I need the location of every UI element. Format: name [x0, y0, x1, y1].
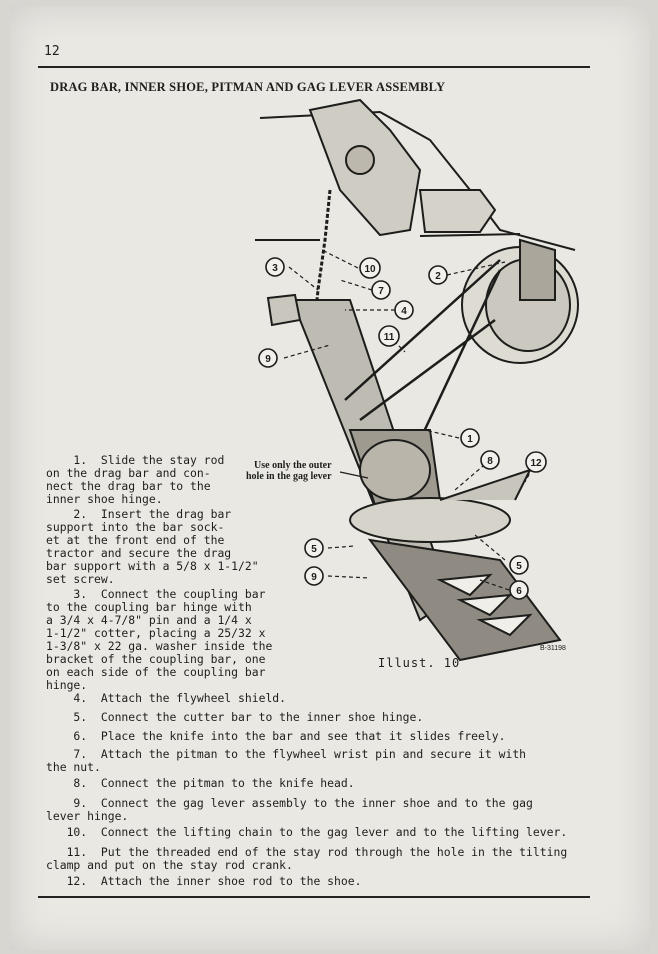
step-6: 6. Place the knife into the bar and see that it slides freely. [46, 729, 506, 743]
callout-8 [481, 451, 499, 469]
step-7: 7. Attach the pitman to the flywheel wrist pin and secure it with the nut. [46, 747, 527, 774]
svg-text:9: 9 [311, 572, 317, 583]
svg-text:7: 7 [378, 286, 384, 297]
callout-9b [305, 567, 323, 585]
svg-text:5: 5 [516, 561, 522, 572]
svg-text:10: 10 [364, 264, 376, 275]
step-8: 8. Connect the pitman to the knife head. [46, 776, 355, 790]
step-3: 3. Connect the coupling bar to the coupling bar hinge with a 3/4 x 4-7/8" pin and a 1/4 x 1-1/2" cotter, placing a 25/32 x 1-3/8" x 22 ga. washer inside the bracket of the coupling bar, one on each side of the coupling bar hinge. [46, 587, 273, 692]
section-title: DRAG BAR, INNER SHOE, PITMAN AND GAG LEVER ASSEMBLY [50, 80, 446, 94]
callout-5a [305, 539, 323, 557]
step-2: 2. Insert the drag bar support into the bar sock- et at the front end of the tractor and secure the drag bar support with a 5/8 x 1-1/2" set screw. [46, 507, 259, 586]
step-12: 12. Attach the inner shoe rod to the shoe. [46, 874, 362, 888]
svg-text:5: 5 [311, 544, 317, 555]
page-number: 12 [44, 44, 60, 59]
step-1: 1. Slide the stay rod on the drag bar and con- nect the drag bar to the inner shoe hinge. [46, 453, 225, 506]
callout-1 [461, 429, 479, 447]
callout-2 [429, 266, 447, 284]
callout-6 [510, 581, 528, 599]
step-4: 4. Attach the flywheel shield. [46, 691, 287, 705]
gag-lever-note: Use only the outer hole in the gag lever [246, 460, 332, 482]
step-11: 11. Put the threaded end of the stay rod through the hole in the tilting clamp and put on the stay rod crank. [46, 845, 568, 872]
callout-3 [266, 258, 284, 276]
illustration-caption: Illust. 10 [378, 656, 461, 670]
callout-9a [259, 349, 277, 367]
svg-text:6: 6 [516, 586, 522, 597]
callout-7 [372, 281, 390, 299]
callout-10 [360, 258, 380, 278]
callout-11 [379, 326, 399, 346]
svg-text:3: 3 [272, 263, 278, 274]
step-10: 10. Connect the lifting chain to the gag lever and to the lifting lever. [46, 825, 568, 839]
svg-text:8: 8 [487, 456, 493, 467]
step-9: 9. Connect the gag lever assembly to the inner shoe and to the gag lever hinge. [46, 796, 533, 823]
svg-text:2: 2 [435, 271, 441, 282]
svg-text:12: 12 [530, 458, 542, 469]
negative-number: B-31198 [540, 645, 566, 652]
svg-text:9: 9 [265, 354, 271, 365]
bottom-rule [38, 896, 590, 898]
callout-12 [526, 452, 546, 472]
svg-text:4: 4 [401, 306, 407, 317]
step-5: 5. Connect the cutter bar to the inner shoe hinge. [46, 710, 424, 724]
svg-text:1: 1 [467, 434, 473, 445]
callout-4 [395, 301, 413, 319]
svg-text:11: 11 [383, 332, 395, 343]
callout-5b [510, 556, 528, 574]
